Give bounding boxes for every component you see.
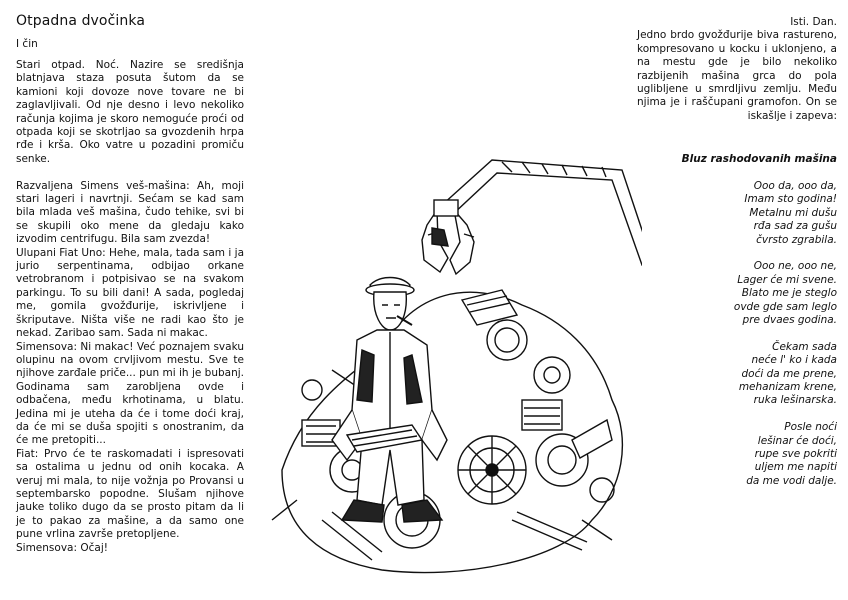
dialogue-paragraph: Fiat: Prvo će te raskomadati i ispresovati sa ostalima u jednu od onih kocaka. A veruj mi mala, to nije vožnja po Provansi u septembarsko popodne. Slušam njihove jauke toliko dugo da se prosto pitam da li je to pakao za mašine, a da samo one pune vrlina završe pretopljene. [16, 447, 244, 541]
song-stanza [637, 260, 837, 327]
dialogue-paragraph: Simensova: Očaj! [16, 541, 108, 554]
lyric-line: lešinar će doći, [757, 434, 837, 447]
lyric-line: pre dvaes godina. [742, 314, 837, 327]
lyric-line: Čekam sada [772, 340, 837, 353]
lyric-line: Blato me je steglo [741, 287, 837, 300]
song-lyrics [637, 180, 837, 502]
song-stanza [637, 180, 837, 247]
lyric-line: ovde gde sam leglo [733, 300, 837, 313]
stage-direction: Stari otpad. Noć. Nazire se središnja blatnjava staza posuta šutom da se kamioni koji dovoze nove tovare ne bi zaglavljivali. Od nje desno i levo nekoliko računja kojima je skoro nemoguće proći od otpada koji se skotrljao sa gvozdenih hrpa rđe i krša. Oko vatre u pozadini promiču senke. [16, 59, 244, 165]
dialogue-paragraph: Simensova: Ni makac! Već poznajem svaku olupinu na ovom crvljivom mestu. Sve te njihove zarđale priče... pun mi ih je bubanj. Godinama sam zarobljena ovde i odbačena, među krhotinama, u blatu. Jedina mi je uteha da će i tome doći kraj, da će mi se duša spojiti s onostranim, da će me pretopiti... [16, 340, 244, 447]
dialogue-paragraph: Razvaljena Simens veš-mašina: Ah, moji stari lageri i navrtnji. Sećam se kad sam bila mlada veš mašina, čudo tehike, svi bi se skupili oko mene da gledaju kako izvodim centrifugu. Bila sam zvezda! [16, 179, 244, 246]
lyric-line: rđa sad za gušu [753, 220, 837, 233]
lyric-line: Ooo da, ooo da, [753, 180, 837, 192]
lyric-line: čvrsto zgrabila. [756, 233, 837, 246]
page-title: Otpadna dvočinka [16, 13, 146, 29]
lyric-line: rupe sve pokriti [754, 448, 837, 461]
lyric-line: Ooo ne, ooo ne, [753, 260, 837, 273]
dialogue-paragraph: Ulupani Fiat Uno: Hehe, mala, tada sam i ja jurio serpentinama, odbijao orkane vetrobranom i potpisivao se na svakom parkingu. To su bili dani! A sada, pogledaj me, gomila gvožđurije, iskrivljene i škriputave. Ništa više ne radi kao što je nekad. Zaribao sam. Sada ni makac. [16, 246, 244, 340]
stage-direction: Jedno brdo gvožđurije biva rastureno, kompresovano u kocku i uklonjeno, a na mestu gde je bilo nekoliko razbijenih mašina grca do pola uglibljene u smrdljivu zemlju. Među njima je i raščupani gramofon. On se iskašlje i zapeva: [637, 29, 837, 122]
crane-arm-drawing [442, 160, 642, 290]
scene-time: Isti. Dan. [790, 16, 837, 28]
junkyard-illustration [262, 140, 642, 590]
song-stanza [637, 341, 837, 408]
lyric-line: uljem me napiti [754, 461, 837, 474]
lyric-line: Posle noći [784, 421, 837, 434]
act-heading: I čin [16, 38, 38, 50]
right-stage-direction [637, 16, 837, 123]
lyric-line: Metalnu mi dušu [749, 206, 837, 219]
left-text-column [16, 59, 244, 555]
lyric-line: doći da me prene, [741, 367, 837, 380]
lyric-line: ruka lešinarska. [753, 394, 837, 407]
lyric-line: Lager će mi svene. [737, 273, 837, 286]
song-stanza [637, 421, 837, 488]
lyric-line: mehanizam krene, [738, 381, 837, 394]
lyric-line: neće l' ko i kada [751, 354, 837, 367]
lyric-line: Imam sto godina! [744, 193, 837, 206]
song-title: Bluz rashodovanih mašina [681, 153, 837, 165]
junk-pile-drawing [272, 290, 622, 573]
lyric-line: da me vodi dalje. [746, 474, 837, 487]
claw-drawing [422, 200, 474, 274]
